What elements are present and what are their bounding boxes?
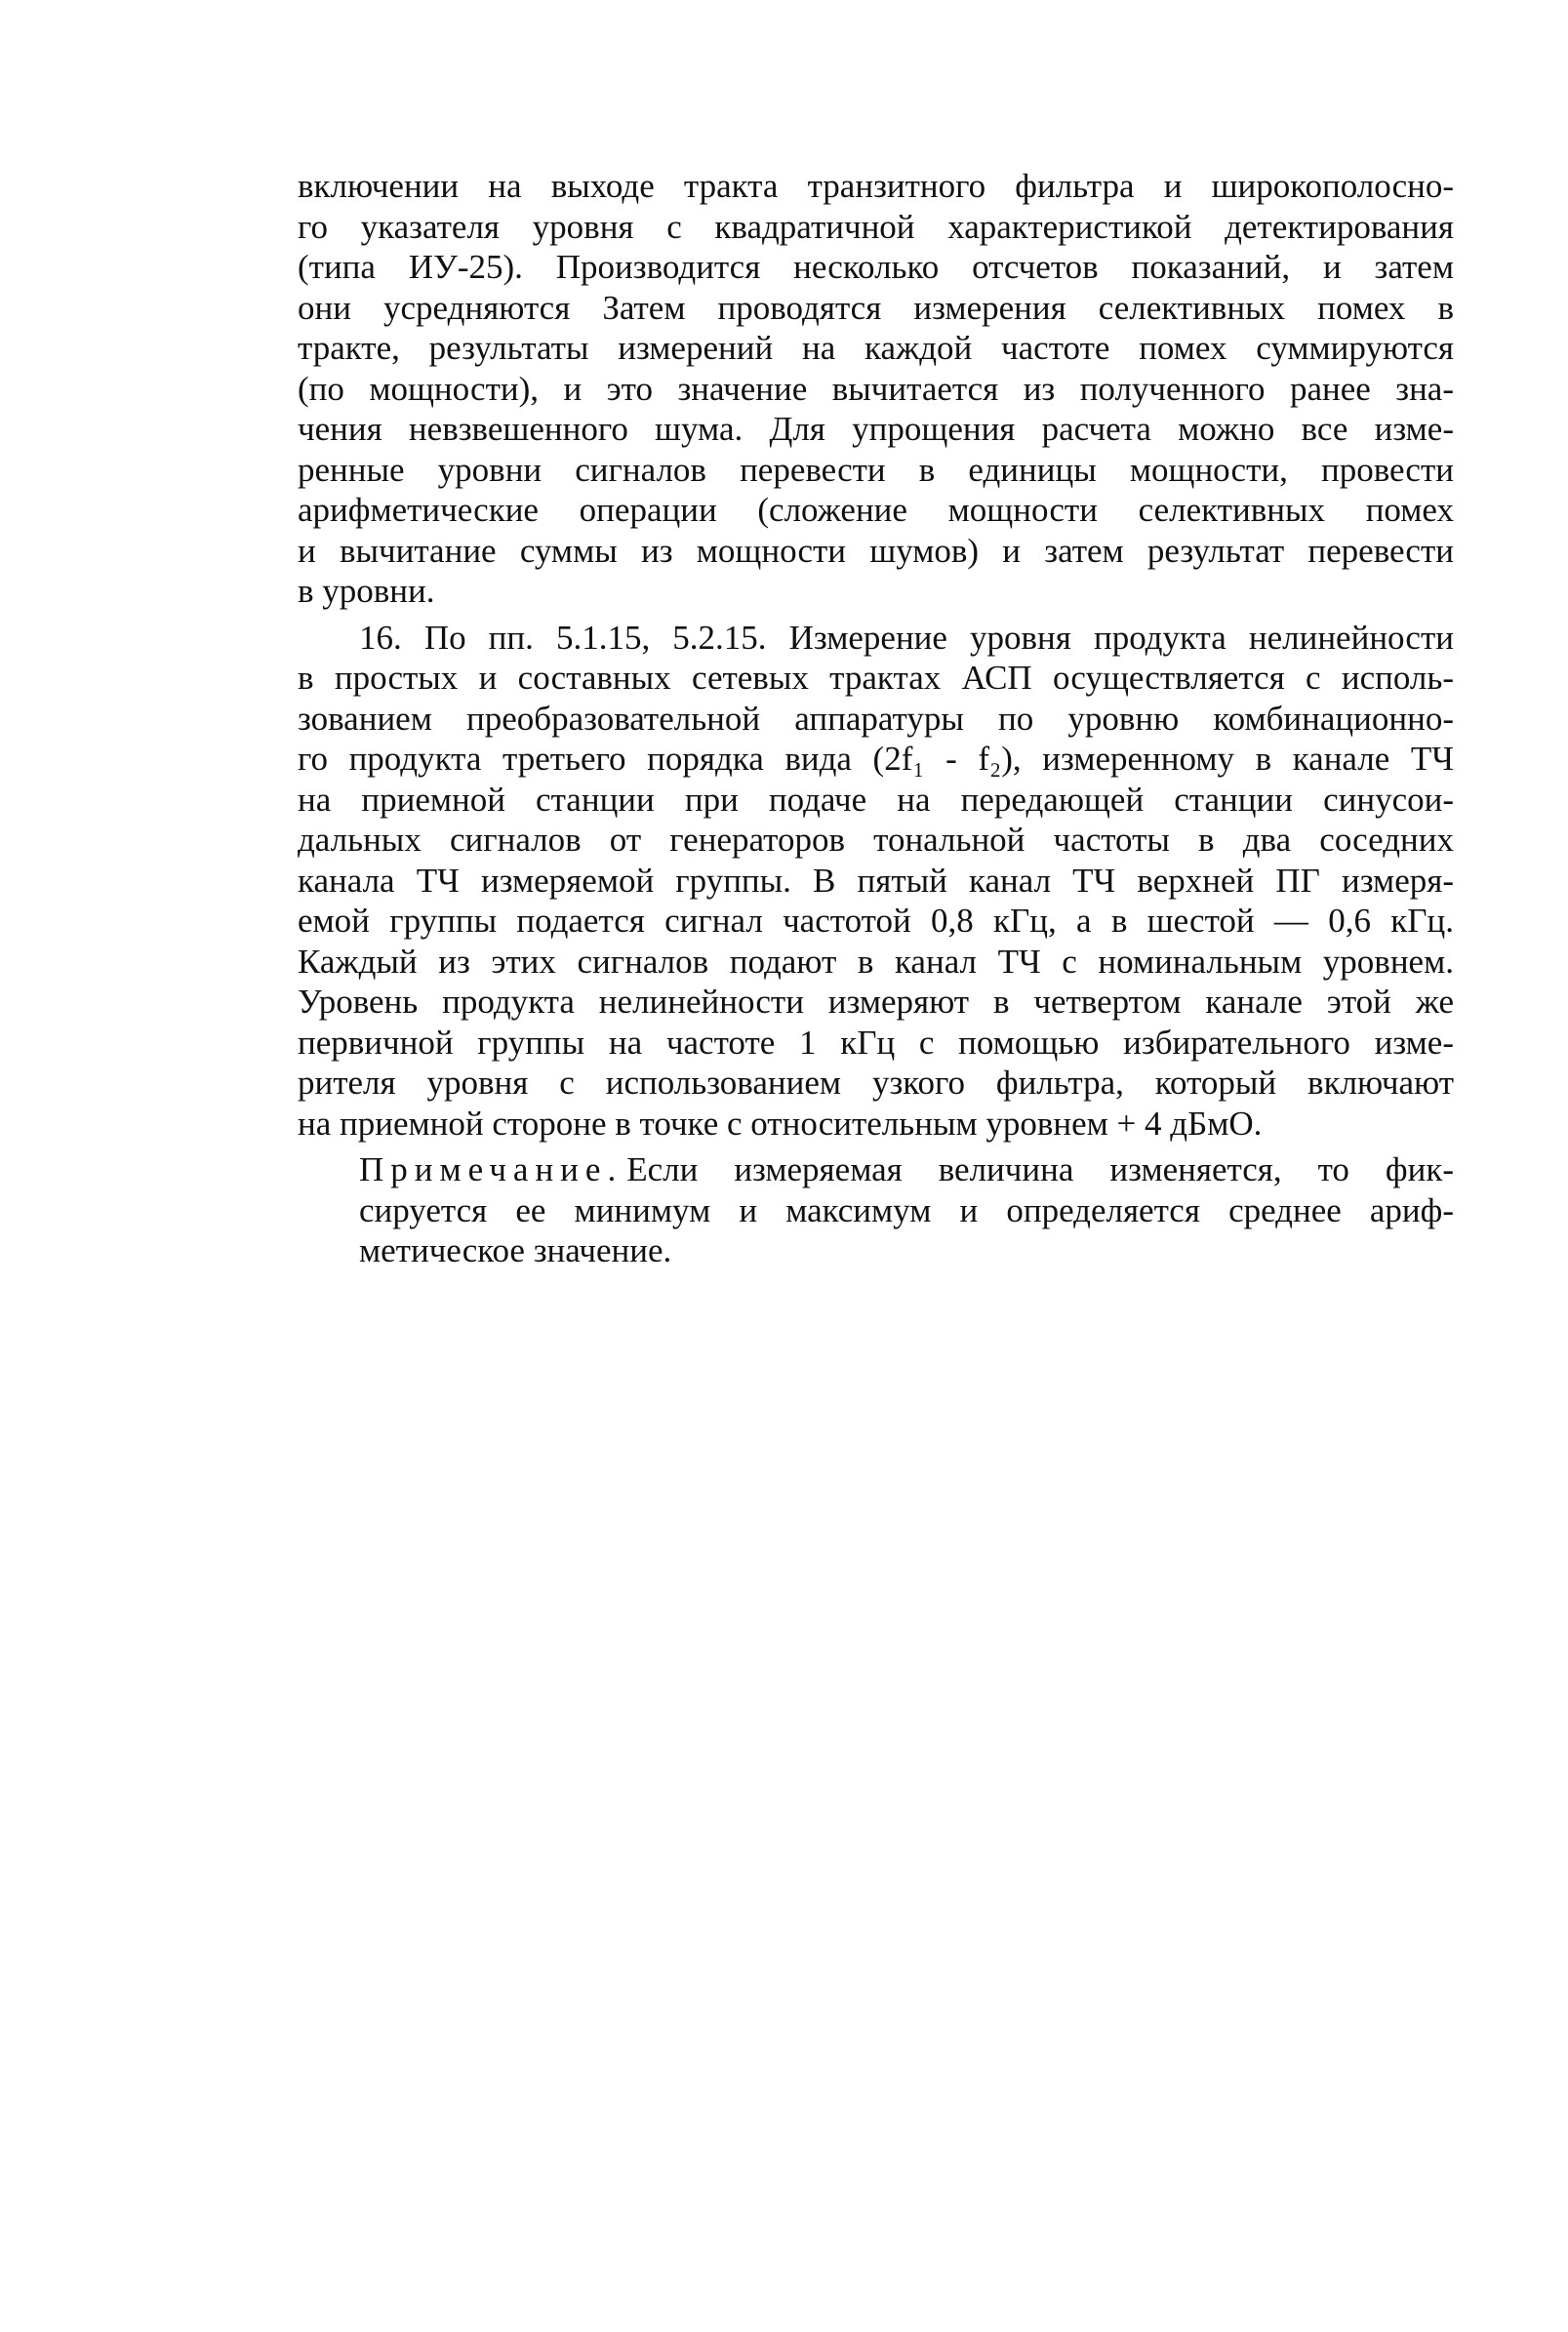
- text-line: тракте, результаты измерений на каждой частоте помех суммируются: [298, 329, 1454, 367]
- text-line: го указателя уровня с квадратичной характеристикой детектирования: [298, 207, 1454, 246]
- text-line: арифметические операции (сложение мощности селективных помех: [298, 491, 1454, 529]
- note-first-line: [298, 1149, 1454, 1190]
- text-line: канала ТЧ измеряемой группы. В пятый канал ТЧ верхней ПГ измеря-: [298, 861, 1454, 900]
- text-line: емой группы подается сигнал частотой 0,8 кГц, а в шестой — 0,6 кГц.: [298, 902, 1454, 940]
- text-line: первичной группы на частоте 1 кГц с помощью избирательного изме-: [298, 1023, 1454, 1062]
- paragraph-2: [298, 618, 1454, 1145]
- text-line: чения невзвешенного шума. Для упрощения расчета можно все изме-: [298, 410, 1454, 448]
- text-line: го продукта третьего порядка вида (2f₁ - f₂), измеренному в канале ТЧ: [298, 740, 1454, 778]
- text-line: (по мощности), и это значение вычитается из полученного ранее зна-: [298, 369, 1454, 408]
- text-line: Уровень продукта нелинейности измеряют в четвертом канале этой же: [298, 983, 1454, 1021]
- text-line: в простых и составных сетевых трактах АСП осуществляется с исполь-: [298, 659, 1454, 697]
- note: [298, 1149, 1454, 1271]
- text-line: Каждый из этих сигналов подают в канал ТЧ с номинальным уровнем.: [298, 942, 1454, 981]
- text-line: ренные уровни сигналов перевести в единицы мощности, провести: [298, 450, 1454, 489]
- document-page: [298, 166, 1454, 1277]
- text-line: они усредняются Затем проводятся измерения селективных помех в: [298, 288, 1454, 327]
- text-line: зованием преобразовательной аппаратуры по уровню комбинационно-: [298, 699, 1454, 738]
- text-line: рителя уровня с использованием узкого фильтра, который включают: [298, 1064, 1454, 1102]
- text-line: в уровни.: [298, 572, 435, 610]
- text-line: дальных сигналов от генераторов тональной частоты в два соседних: [298, 821, 1454, 859]
- text-line: на приемной станции при подаче на передающей станции синусои-: [298, 780, 1454, 819]
- paragraph-1: [298, 166, 1454, 612]
- text-line: метическое значение.: [359, 1231, 672, 1269]
- text-line: и вычитание суммы из мощности шумов) и затем результат перевести: [298, 531, 1454, 570]
- text-line: на приемной стороне в точке с относительным уровнем + 4 дБмО.: [298, 1104, 1263, 1143]
- text-line: включении на выходе тракта транзитного фильтра и широкополосно-: [298, 167, 1454, 205]
- text-line: сируется ее минимум и максимум и определяется среднее ариф-: [359, 1190, 1454, 1229]
- note-label: Примечание.: [359, 1150, 623, 1188]
- text-line: (типа ИУ-25). Производится несколько отсчетов показаний, и затем: [298, 248, 1454, 286]
- text-line: 16. По пп. 5.1.15, 5.2.15. Измерение уровня продукта нелинейности: [359, 618, 1454, 657]
- note-text: Если измеряемая величина изменяется, то фик-: [626, 1150, 1454, 1188]
